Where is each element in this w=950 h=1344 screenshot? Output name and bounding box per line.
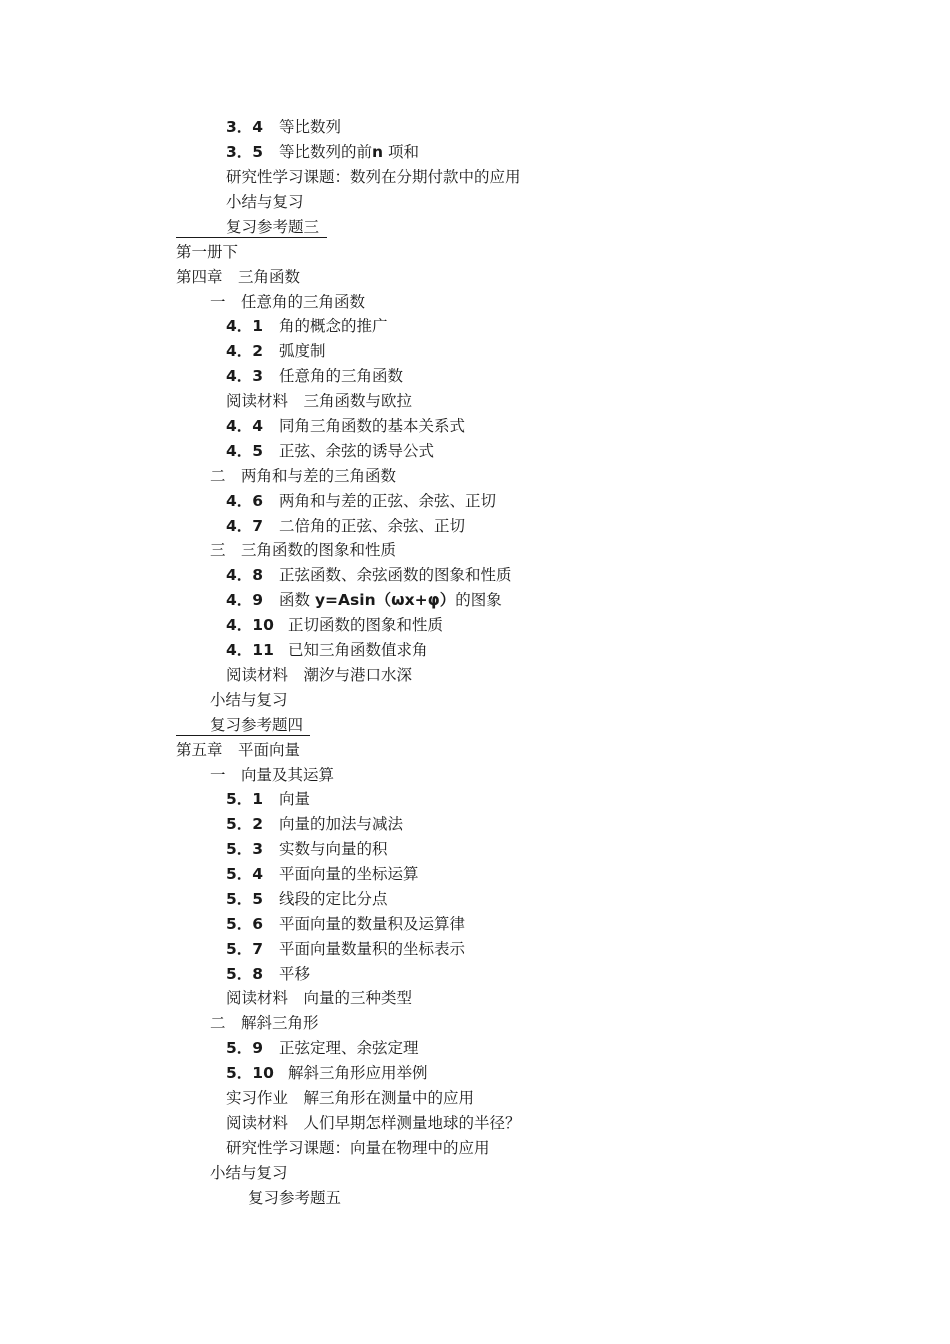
chapter-heading-4 — [176, 265, 300, 290]
section-title: 实数与向量的积 — [279, 840, 388, 858]
toc-entry-5-9 — [226, 1036, 419, 1061]
section-title: 正弦定理、余弦定理 — [279, 1039, 419, 1057]
toc-entry-4-6 — [226, 489, 496, 514]
toc-entry-4-2 — [226, 339, 326, 364]
entry-text: 阅读材料 向量的三种类型 — [226, 989, 413, 1007]
section-number: 3．4 — [226, 118, 264, 136]
entry-text: 三 三角函数的图象和性质 — [210, 541, 397, 559]
entry-text: 阅读材料 三角函数与欧拉 — [226, 392, 413, 410]
section-title: 二倍角的正弦、余弦、正切 — [279, 517, 466, 535]
toc-entry-4-4 — [226, 414, 465, 439]
toc-entry-4-1 — [226, 314, 388, 339]
entry-text: 研究性学习课题：数列在分期付款中的应用 — [226, 168, 521, 186]
section-title: 正弦函数、余弦函数的图象和性质 — [279, 566, 512, 584]
section-number: 4．11 — [226, 641, 274, 659]
part-heading — [210, 763, 334, 788]
section-title: 同角三角函数的基本关系式 — [279, 417, 466, 435]
section-number: 3．5 — [226, 143, 264, 161]
entry-text: 第一册下 — [176, 243, 239, 261]
part-heading — [210, 1011, 319, 1036]
toc-entry-5-5 — [226, 887, 388, 912]
entry-text: 第五章 平面向量 — [176, 741, 301, 759]
section-title: 已知三角函数值求角 — [288, 641, 428, 659]
section-number: 4．6 — [226, 492, 264, 510]
section-title: 线段的定比分点 — [279, 890, 388, 908]
toc-entry-4-8 — [226, 563, 512, 588]
section-number: 5．10 — [226, 1064, 274, 1082]
entry-text: 二 解斜三角形 — [210, 1014, 319, 1032]
toc-entry-reading — [226, 986, 412, 1011]
volume-heading — [176, 240, 238, 265]
section-title: 向量的加法与减法 — [279, 815, 404, 833]
toc-entry-4-7 — [226, 514, 465, 539]
section-number: 4．4 — [226, 417, 264, 435]
toc-entry-5-7 — [226, 937, 465, 962]
toc-entry-5-8 — [226, 962, 310, 987]
section-number: 4．9 — [226, 591, 264, 609]
entry-text: 小结与复习 — [226, 193, 304, 211]
entry-text: 第四章 三角函数 — [176, 268, 301, 286]
entry-text: 二 两角和与差的三角函数 — [210, 467, 397, 485]
section-title: 两角和与差的正弦、余弦、正切 — [279, 492, 497, 510]
toc-entry-review-5 — [248, 1186, 341, 1211]
toc-entry-5-4 — [226, 862, 419, 887]
toc-entry-4-11 — [226, 638, 428, 663]
entry-text: 复习参考题四 — [210, 716, 304, 734]
section-title-part: 项和 — [388, 143, 420, 161]
entry-text: 一 任意角的三角函数 — [210, 293, 366, 311]
section-number: 5．3 — [226, 840, 264, 858]
entry-text: 实习作业 解三角形在测量中的应用 — [226, 1089, 475, 1107]
toc-entry-5-2 — [226, 812, 403, 837]
toc-entry-summary — [226, 190, 304, 215]
section-title: 平移 — [279, 965, 311, 983]
section-number: 4．2 — [226, 342, 264, 360]
toc-entry-reading — [226, 389, 412, 414]
toc-entry-reading — [226, 663, 412, 688]
section-title-part: 函数 — [279, 591, 311, 609]
section-number: 5．4 — [226, 865, 264, 883]
section-title-part: 等比数列的前 — [279, 143, 373, 161]
toc-entry-3-4 — [226, 115, 341, 140]
toc-entry-summary — [210, 688, 288, 713]
chapter-heading-5 — [176, 738, 300, 763]
section-number: 5．7 — [226, 940, 264, 958]
toc-entry-5-1 — [226, 787, 310, 812]
section-title: 解斜三角形应用举例 — [288, 1064, 428, 1082]
section-number: 5．2 — [226, 815, 264, 833]
section-number: 4．10 — [226, 616, 274, 634]
toc-entry-4-5 — [226, 439, 434, 464]
section-title: 等比数列 — [279, 118, 342, 136]
section-title: 正弦、余弦的诱导公式 — [279, 442, 435, 460]
section-title: 平面向量的坐标运算 — [279, 865, 419, 883]
section-number: 4．5 — [226, 442, 264, 460]
entry-text: 复习参考题三 — [226, 218, 320, 236]
entry-text: 一 向量及其运算 — [210, 766, 335, 784]
toc-entry-research-topic — [226, 165, 521, 190]
section-title: 正切函数的图象和性质 — [288, 616, 444, 634]
section-number: 5．5 — [226, 890, 264, 908]
entry-text: 小结与复习 — [210, 1164, 288, 1182]
section-number: 4．3 — [226, 367, 264, 385]
section-title-part: 的图象 — [455, 591, 502, 609]
section-number: 4．8 — [226, 566, 264, 584]
underline-rule — [176, 735, 310, 736]
section-title: 平面向量数量积的坐标表示 — [279, 940, 466, 958]
entry-text: 研究性学习课题：向量在物理中的应用 — [226, 1139, 490, 1157]
toc-entry-5-3 — [226, 837, 388, 862]
section-number: 5．6 — [226, 915, 264, 933]
section-title: 向量 — [279, 790, 311, 808]
toc-entry-research-topic — [226, 1136, 490, 1161]
section-number: 5．1 — [226, 790, 264, 808]
entry-text: 小结与复习 — [210, 691, 288, 709]
section-title: 弧度制 — [279, 342, 326, 360]
entry-text: 复习参考题五 — [248, 1189, 342, 1207]
part-heading — [210, 464, 396, 489]
section-number: 4．1 — [226, 317, 264, 335]
toc-entry-5-10 — [226, 1061, 428, 1086]
toc-entry-4-10 — [226, 613, 443, 638]
section-title: 角的概念的推广 — [279, 317, 388, 335]
section-title: 任意角的三角函数 — [279, 367, 404, 385]
section-number: 5．9 — [226, 1039, 264, 1057]
toc-entry-5-6 — [226, 912, 465, 937]
toc-entry-4-9 — [226, 588, 502, 613]
section-number: 5．8 — [226, 965, 264, 983]
part-heading — [210, 538, 396, 563]
entry-text: 阅读材料 人们早期怎样测量地球的半径？ — [226, 1114, 521, 1132]
part-heading — [210, 290, 365, 315]
section-title: 平面向量的数量积及运算律 — [279, 915, 466, 933]
section-number: 4．7 — [226, 517, 264, 535]
toc-entry-practice — [226, 1086, 474, 1111]
entry-text: 阅读材料 潮汐与港口水深 — [226, 666, 413, 684]
section-title-symbol: n — [372, 143, 384, 161]
formula: y=Asin（ωx+φ） — [314, 591, 456, 609]
toc-entry-reading — [226, 1111, 521, 1136]
toc-entry-4-3 — [226, 364, 403, 389]
underline-rule — [176, 237, 327, 238]
toc-entry-summary — [210, 1161, 288, 1186]
toc-entry-3-5 — [226, 140, 419, 165]
